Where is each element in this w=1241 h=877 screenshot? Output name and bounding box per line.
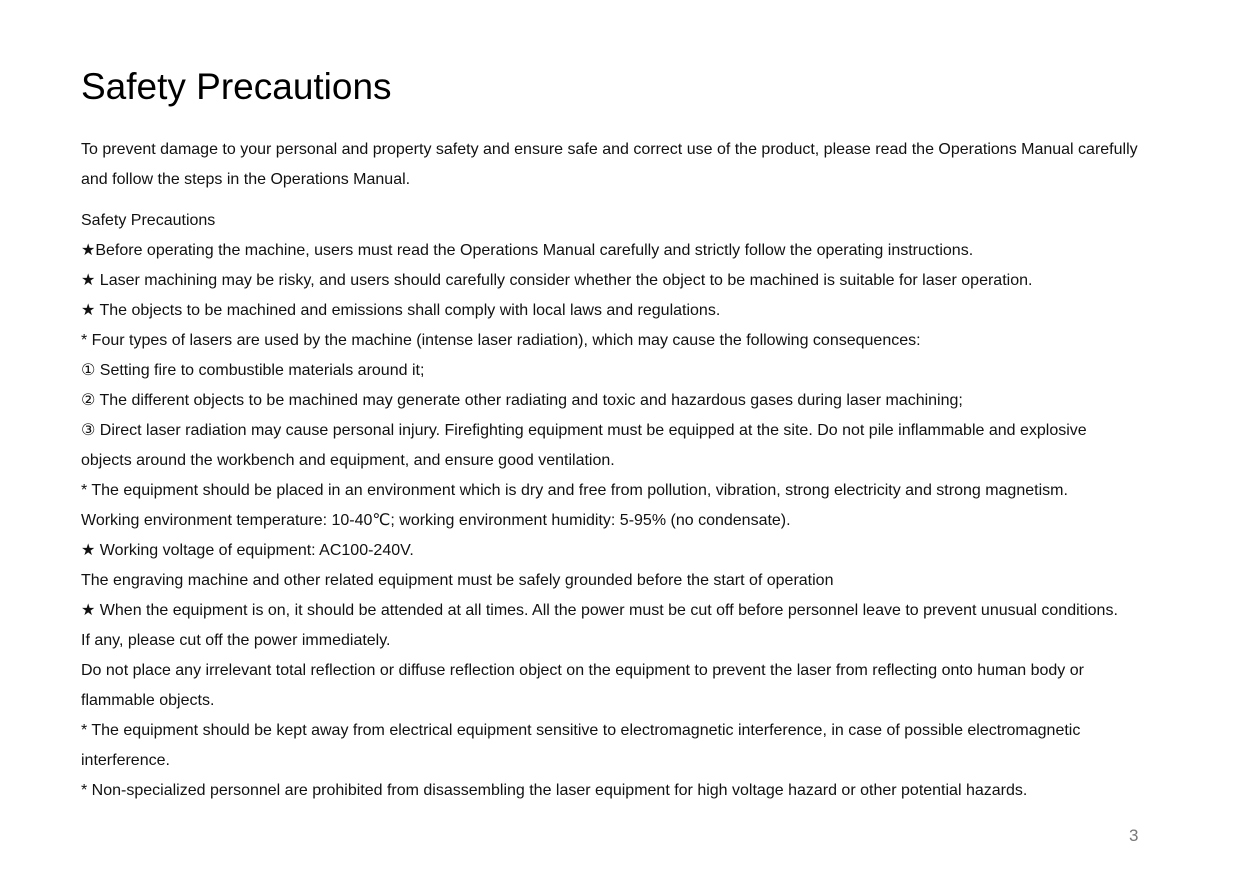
precaution-line: If any, please cut off the power immediately. <box>81 632 391 649</box>
precaution-line: ★Before operating the machine, users must read the Operations Manual carefully and strictly follow the operating instructions. <box>81 242 974 259</box>
precaution-line: ★ Working voltage of equipment: AC100-240V. <box>81 542 414 559</box>
page-number: 3 <box>1129 826 1139 845</box>
precaution-line: ② The different objects to be machined may generate other radiating and toxic and hazardous gases during laser machining; <box>81 392 963 409</box>
precaution-line: Working environment temperature: 10-40℃; working environment humidity: 5-95% (no condensate). <box>81 512 791 529</box>
intro-paragraph: To prevent damage to your personal and property safety and ensure safe and correct use of the product, please read the Operations Manual carefully and follow the steps in the Operations Manual. <box>81 141 1138 188</box>
page-title: Safety Precautions <box>81 66 392 107</box>
precaution-line: objects around the workbench and equipment, and ensure good ventilation. <box>81 452 615 469</box>
precaution-line: * The equipment should be placed in an environment which is dry and free from pollution, vibration, strong electricity and strong magnetism. <box>81 482 1068 499</box>
safety-precautions-list <box>81 206 1171 806</box>
precaution-line: flammable objects. <box>81 692 215 709</box>
precaution-line: interference. <box>81 752 170 769</box>
precaution-line: ★ When the equipment is on, it should be attended at all times. All the power must be cut off before personnel leave to prevent unusual conditions. <box>81 602 1118 619</box>
precaution-line: ③ Direct laser radiation may cause personal injury. Firefighting equipment must be equipped at the site. Do not pile inflammable and explosive <box>81 422 1087 439</box>
precaution-line: * The equipment should be kept away from electrical equipment sensitive to electromagnetic interference, in case of possible electromagnetic <box>81 722 1081 739</box>
precaution-line: ★ The objects to be machined and emissions shall comply with local laws and regulations. <box>81 302 721 319</box>
precaution-line: ① Setting fire to combustible materials around it; <box>81 362 425 379</box>
precaution-line: * Four types of lasers are used by the machine (intense laser radiation), which may cause the following consequences: <box>81 332 921 349</box>
precaution-line: * Non-specialized personnel are prohibited from disassembling the laser equipment for high voltage hazard or other potential hazards. <box>81 782 1028 799</box>
section-heading: Safety Precautions <box>81 212 216 229</box>
precaution-line: The engraving machine and other related equipment must be safely grounded before the start of operation <box>81 572 834 589</box>
precaution-line: Do not place any irrelevant total reflection or diffuse reflection object on the equipment to prevent the laser from reflecting onto human body or <box>81 662 1084 679</box>
precaution-line: ★ Laser machining may be risky, and users should carefully consider whether the object to be machined is suitable for laser operation. <box>81 272 1033 289</box>
